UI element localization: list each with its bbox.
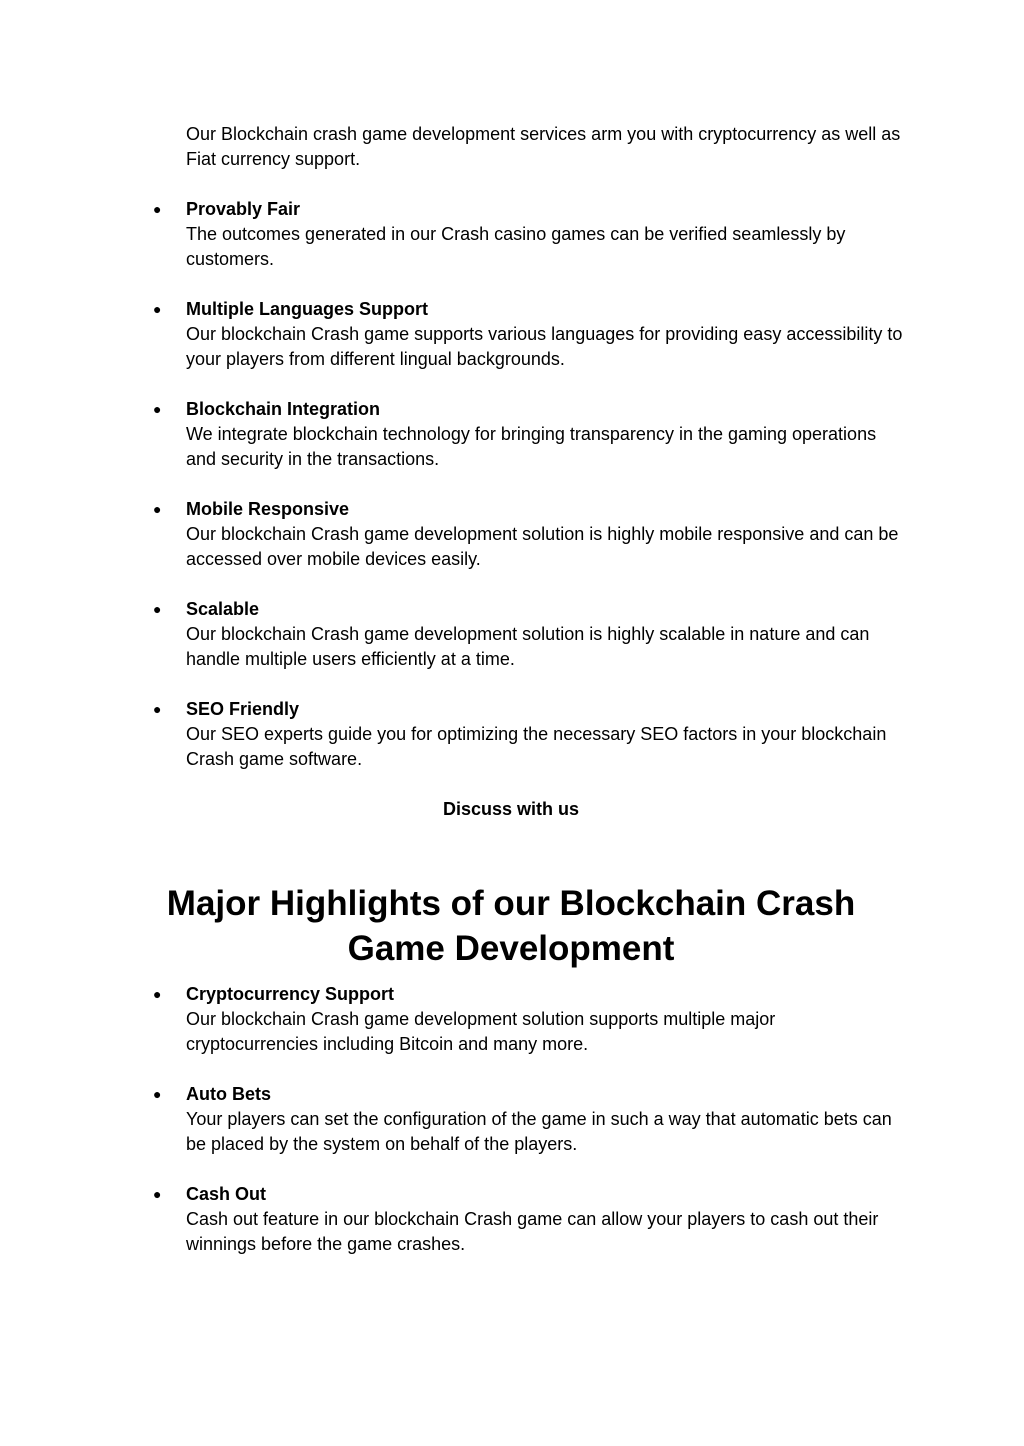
feature-item-seo-friendly <box>153 697 906 772</box>
highlight-title: Cryptocurrency Support <box>186 984 395 1004</box>
highlight-item-cryptocurrency-support <box>153 982 906 1057</box>
highlight-item-auto-bets <box>153 1082 906 1157</box>
bullet-icon: ● <box>153 986 162 1002</box>
highlight-description: Your players can set the configuration of the game in such a way that automatic bets can be placed by the system on behalf of the players. <box>186 1109 892 1154</box>
feature-item-blockchain-integration <box>153 397 906 472</box>
feature-item-scalable <box>153 597 906 672</box>
highlight-title: Auto Bets <box>186 1084 271 1104</box>
bullet-icon: ● <box>153 601 162 617</box>
highlight-description: Our blockchain Crash game development solution supports multiple major cryptocurrencies including Bitcoin and many more. <box>186 1009 776 1054</box>
feature-description: Our SEO experts guide you for optimizing the necessary SEO factors in your blockchain Crash game software. <box>186 724 887 769</box>
highlight-item-cash-out <box>153 1182 906 1257</box>
feature-title: Blockchain Integration <box>186 399 381 419</box>
discuss-with-us-link[interactable]: Discuss with us <box>442 799 580 819</box>
feature-description: We integrate blockchain technology for bringing transparency in the gaming operations and security in the transactions. <box>186 424 877 469</box>
highlight-title: Cash Out <box>186 1184 267 1204</box>
bullet-icon: ● <box>153 201 162 217</box>
bullet-icon: ● <box>153 701 162 717</box>
feature-title: SEO Friendly <box>186 699 300 719</box>
feature-title: Scalable <box>186 599 260 619</box>
feature-description: The outcomes generated in our Crash casino games can be verified seamlessly by customers. <box>186 224 846 269</box>
feature-description: Our blockchain Crash game supports various languages for providing easy accessibility to your players from different lingual backgrounds. <box>186 324 903 369</box>
feature-item-mobile-responsive <box>153 497 906 572</box>
feature-description: Our blockchain Crash game development solution is highly scalable in nature and can handle multiple users efficiently at a time. <box>186 624 870 669</box>
bullet-icon: ● <box>153 301 162 317</box>
bullet-icon: ● <box>153 1186 162 1202</box>
bullet-icon: ● <box>153 1086 162 1102</box>
feature-title: Provably Fair <box>186 199 301 219</box>
section-heading: Major Highlights of our Blockchain Crash Game Development <box>166 884 856 968</box>
feature-item-provably-fair <box>153 197 906 272</box>
feature-description: Our blockchain Crash game development solution is highly mobile responsive and can be accessed over mobile devices easily. <box>186 524 899 569</box>
intro-paragraph: Our Blockchain crash game development services arm you with cryptocurrency as well as Fiat currency support. <box>186 124 901 169</box>
feature-title: Multiple Languages Support <box>186 299 428 319</box>
feature-item-multiple-languages <box>153 297 906 372</box>
bullet-icon: ● <box>153 401 162 417</box>
feature-title: Mobile Responsive <box>186 499 350 519</box>
bullet-icon: ● <box>153 501 162 517</box>
highlight-description: Cash out feature in our blockchain Crash game can allow your players to cash out their winnings before the game crashes. <box>186 1209 879 1254</box>
